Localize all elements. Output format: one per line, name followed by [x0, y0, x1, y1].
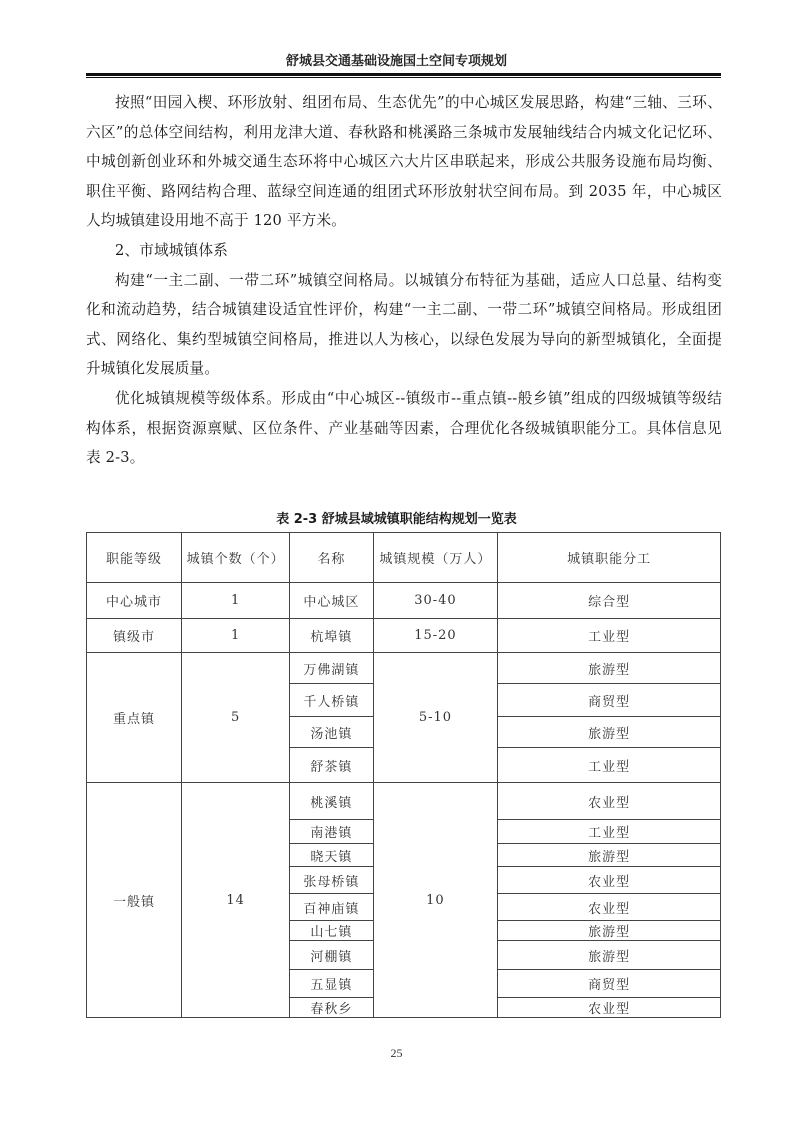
header-level: 职能等级 [87, 533, 182, 583]
table-caption: 表 2-3 舒城县域城镇职能结构规划一览表 [276, 512, 517, 527]
cell-level: 镇级市 [87, 619, 182, 653]
header-count: 城镇个数（个） [182, 533, 290, 583]
cell-count: 5 [182, 653, 290, 783]
cell-scale: 10 [373, 783, 498, 1018]
cell-town-name: 千人桥镇 [290, 684, 373, 717]
cell-function: 商贸型 [498, 970, 721, 998]
page-number: 25 [390, 1046, 403, 1060]
table-header-row [87, 533, 721, 583]
cell-town-name: 五显镇 [290, 970, 373, 998]
cell-town-name: 百神庙镇 [290, 894, 373, 921]
cell-town-name: 南港镇 [290, 820, 373, 844]
cell-count: 14 [182, 783, 290, 1018]
cell-function: 旅游型 [498, 921, 721, 941]
header-rule-thin [86, 77, 721, 78]
cell-town-name: 晓天镇 [290, 844, 373, 867]
cell-town-name: 汤池镇 [290, 717, 373, 748]
table-row [87, 583, 721, 619]
header-name: 名称 [290, 533, 373, 583]
table-row [87, 619, 721, 653]
cell-scale: 5-10 [373, 653, 498, 783]
cell-function: 工业型 [498, 748, 721, 783]
table-row [87, 653, 721, 684]
cell-function: 旅游型 [498, 941, 721, 970]
cell-function: 农业型 [498, 867, 721, 894]
cell-function: 农业型 [498, 998, 721, 1018]
cell-town-name: 张母桥镇 [290, 867, 373, 894]
paragraph-hierarchy: 优化城镇规模等级体系。形成由“中心城区--镇级市--重点镇--般乡镇”组成的四级城镇等级结构体系，根据资源禀赋、区位条件、产业基础等因素，合理优化各级城镇职能分工。具体信息见表 2-3。 [86, 389, 722, 467]
cell-function: 旅游型 [498, 717, 721, 748]
body-text [86, 88, 722, 473]
cell-scale: 30-40 [373, 583, 498, 619]
paragraph-spatial-pattern: 构建“一主二副、一带二环”城镇空间格局。以城镇分布特征为基础，适应人口总量、结构变化和流动趋势，结合城镇建设适宜性评价，构建“一主二副、一带二环”城镇空间格局。形成组团式、网络化、集约型城镇空间格局，推进以人为核心，以绿色发展为导向的新型城镇化，全面提升城镇化发展质量。 [86, 271, 722, 378]
cell-function: 农业型 [498, 894, 721, 921]
table-row [87, 783, 721, 820]
cell-town-name: 中心城区 [290, 583, 373, 619]
cell-town-name: 桃溪镇 [290, 783, 373, 820]
cell-function: 工业型 [498, 820, 721, 844]
header-scale: 城镇规模（万人） [373, 533, 498, 583]
cell-level: 一般镇 [87, 783, 182, 1018]
cell-count: 1 [182, 583, 290, 619]
cell-town-name: 舒茶镇 [290, 748, 373, 783]
cell-function: 商贸型 [498, 684, 721, 717]
header-function: 城镇职能分工 [498, 533, 721, 583]
cell-town-name: 春秋乡 [290, 998, 373, 1018]
cell-function: 旅游型 [498, 844, 721, 867]
cell-level: 中心城市 [87, 583, 182, 619]
cell-function: 农业型 [498, 783, 721, 820]
page-header-title: 舒城县交通基础设施国土空间专项规划 [285, 54, 507, 69]
section-heading-town-system: 2、市域城镇体系 [115, 241, 229, 259]
cell-town-name: 河棚镇 [290, 941, 373, 970]
cell-count: 1 [182, 619, 290, 653]
cell-level: 重点镇 [87, 653, 182, 783]
town-function-table [86, 532, 721, 1018]
cell-town-name: 杭埠镇 [290, 619, 373, 653]
cell-scale: 15-20 [373, 619, 498, 653]
paragraph-central-city-structure: 按照“田园入楔、环形放射、组团布局、生态优先”的中心城区发展思路，构建“三轴、三环、六区”的总体空间结构，利用龙津大道、春秋路和桃溪路三条城市发展轴线结合内城文化记忆环、中城创新创业环和外城交通生态环将中心城区六大片区串联起来，形成公共服务设施布局均衡、职住平衡、路网结构合理、蓝绿空间连通的组团式环形放射状空间布局。到 2035 年，中心城区人均城镇建设用地不高于 120 平方米。 [86, 94, 722, 230]
cell-town-name: 万佛湖镇 [290, 653, 373, 684]
cell-town-name: 山七镇 [290, 921, 373, 941]
cell-function: 旅游型 [498, 653, 721, 684]
header-rule-thick [86, 73, 721, 76]
cell-function: 综合型 [498, 583, 721, 619]
cell-function: 工业型 [498, 619, 721, 653]
